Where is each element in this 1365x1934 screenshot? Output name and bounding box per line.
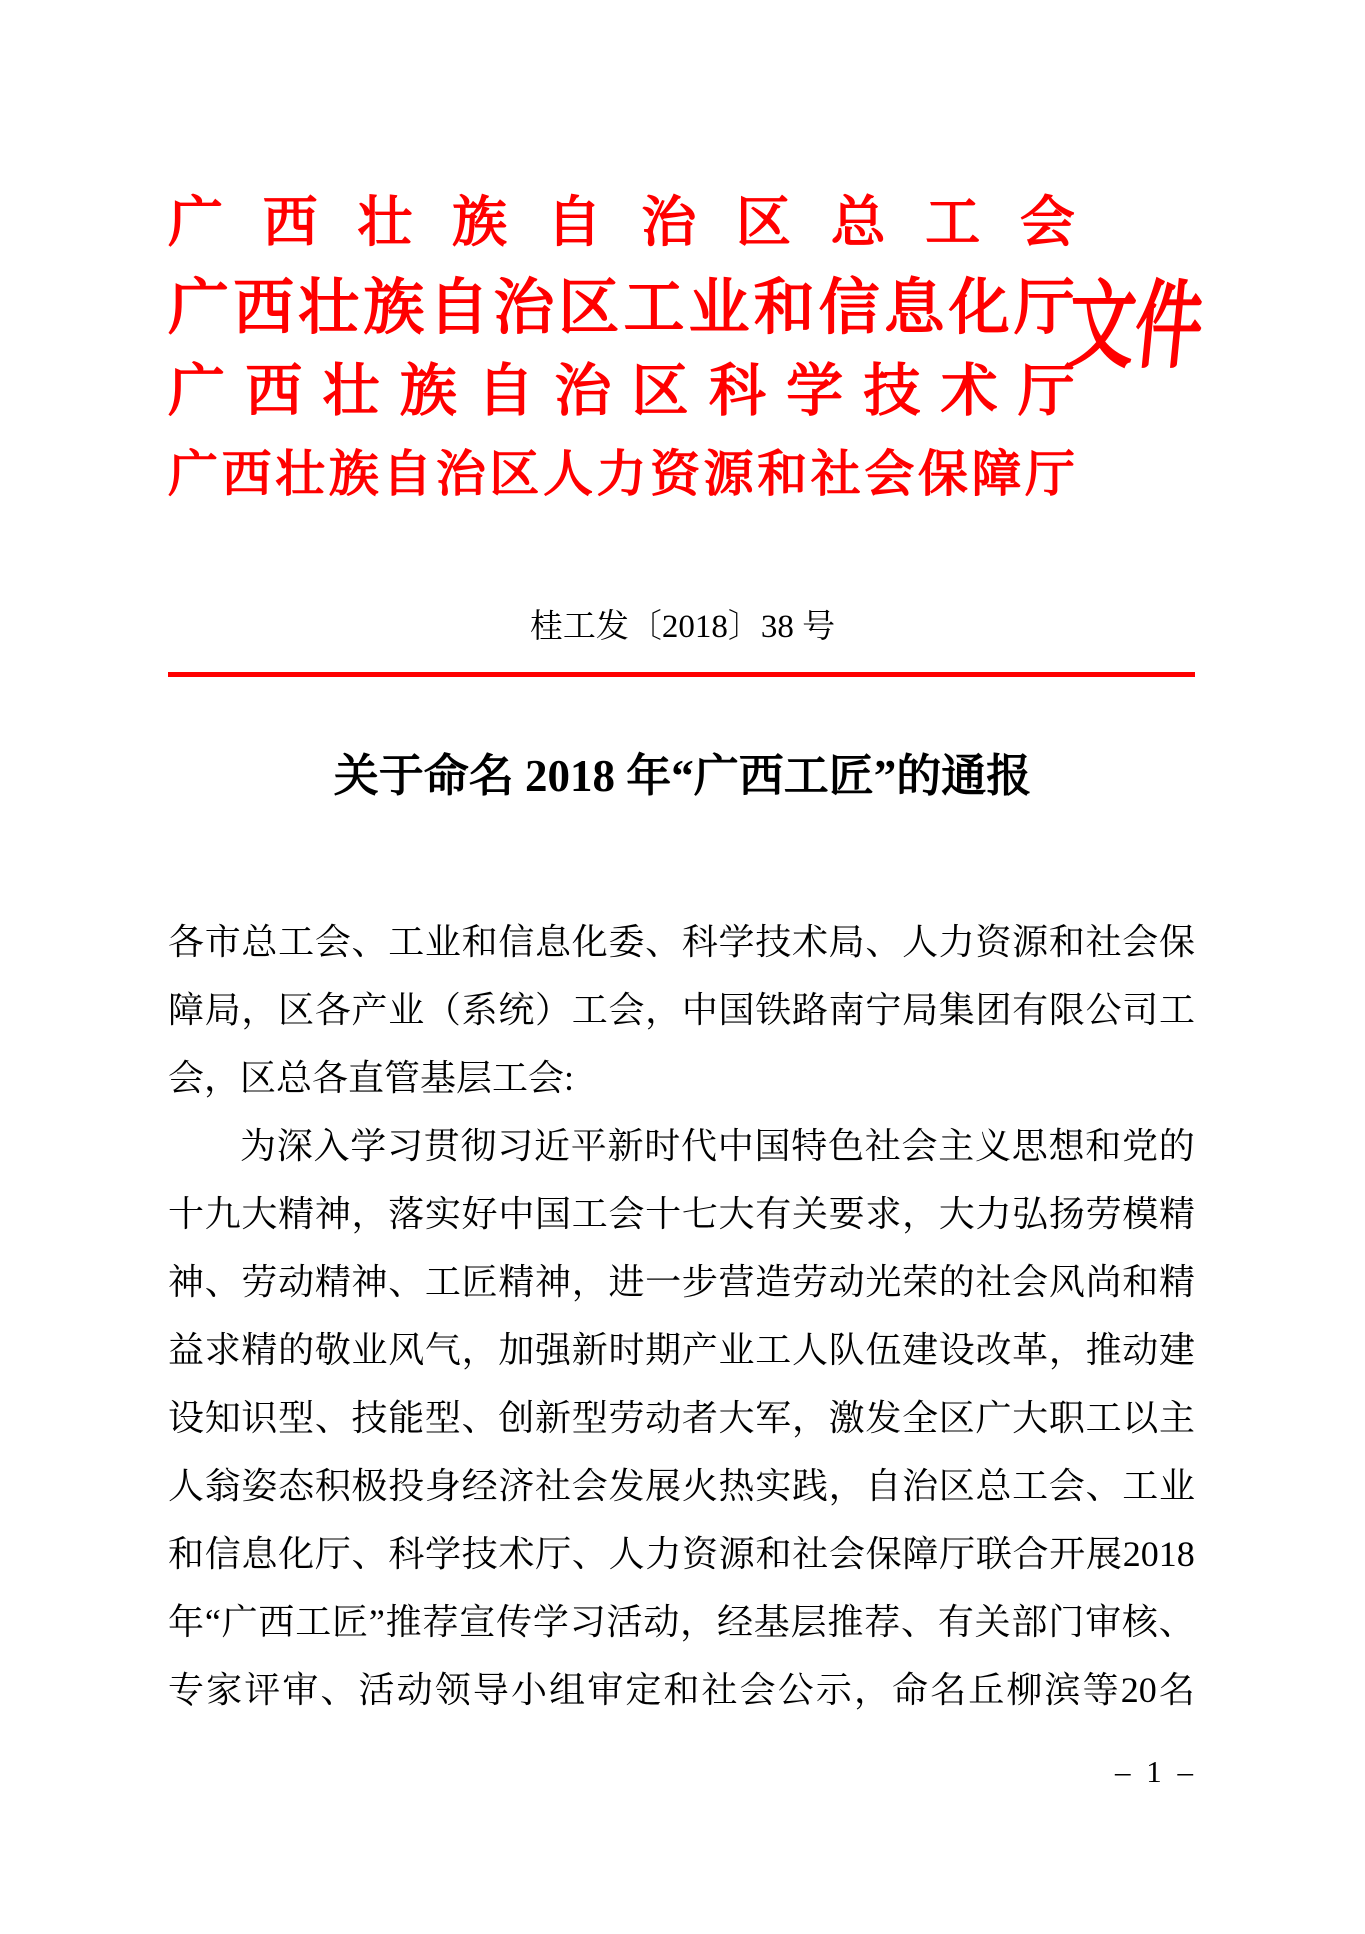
page-number: – 1 –: [1115, 1754, 1197, 1789]
red-divider: [168, 672, 1195, 677]
agency-name-line-2: 广 西 壮 族 自 治 区 工 业 和 信 息 化 厅: [168, 275, 1075, 342]
body-line: 专 家 评 审 、 活 动 领 导 小 组 审 定 和 社 会 公 示 ， 命 名 丘 柳 滨 等 20 名: [168, 1670, 1195, 1710]
document-label: 文件: [1062, 273, 1208, 380]
body-line: 益 求 精 的 敬 业 风 气 ， 加 强 新 时 期 产 业 工 人 队 伍 建 设 改 革 ， 推 动 建: [168, 1330, 1195, 1370]
body-line: 为 深 入 学 习 贯 彻 习 近 平 新 时 代 中 国 特 色 社 会 主 义 思 想 和 党 的: [240, 1126, 1195, 1166]
document-body: [168, 908, 1195, 1724]
body-line: 会，区总各直管基层工会:: [168, 1058, 575, 1098]
body-line: 神 、 劳 动 精 神 、 工 匠 精 神 ， 进 一 步 营 造 劳 动 光 荣 的 社 会 风 尚 和 精: [168, 1262, 1195, 1302]
agency-name-line-4: 广 西 壮 族 自 治 区 人 力 资 源 和 社 会 保 障 厅: [168, 446, 1075, 502]
body-line: 人 翁 姿 态 积 极 投 身 经 济 社 会 发 展 火 热 实 践 ， 自 治 区 总 工 会 、 工 业: [168, 1466, 1195, 1506]
body-line: 年 “ 广 西 工 匠 ” 推 荐 宣 传 学 习 活 动 ， 经 基 层 推 荐 、 有 关 部 门 审 核 、: [168, 1602, 1195, 1642]
body-line: 各 市 总 工 会 、 工 业 和 信 息 化 委 、 科 学 技 术 局 、 人 力 资 源 和 社 会 保: [168, 922, 1195, 962]
body-line: 障 局 ， 区 各 产 业 （ 系 统 ） 工 会 ， 中 国 铁 路 南 宁 局 集 团 有 限 公 司 工: [168, 990, 1195, 1030]
agency-name-block: [168, 192, 1075, 501]
document-number: 桂工发〔2018〕38 号: [529, 609, 836, 645]
document-letterhead: [168, 192, 1195, 501]
body-line: 和 信 息 化 厅 、 科 学 技 术 厅 、 人 力 资 源 和 社 会 保 障 厅 联 合 开 展 2018: [168, 1534, 1195, 1574]
body-line: 十 九 大 精 神 ， 落 实 好 中 国 工 会 十 七 大 有 关 要 求 ， 大 力 弘 扬 劳 模 精: [168, 1194, 1195, 1234]
agency-name-line-3: 广 西 壮 族 自 治 区 科 学 技 术 厅: [168, 360, 1075, 423]
body-line: 设 知 识 型 、 技 能 型 、 创 新 型 劳 动 者 大 军 ， 激 发 全 区 广 大 职 工 以 主: [168, 1398, 1195, 1438]
agency-name-line-1: 广 西 壮 族 自 治 区 总 工 会: [168, 192, 1075, 253]
page-title: 关于命名 2018 年“广西工匠”的通报: [333, 751, 1032, 801]
